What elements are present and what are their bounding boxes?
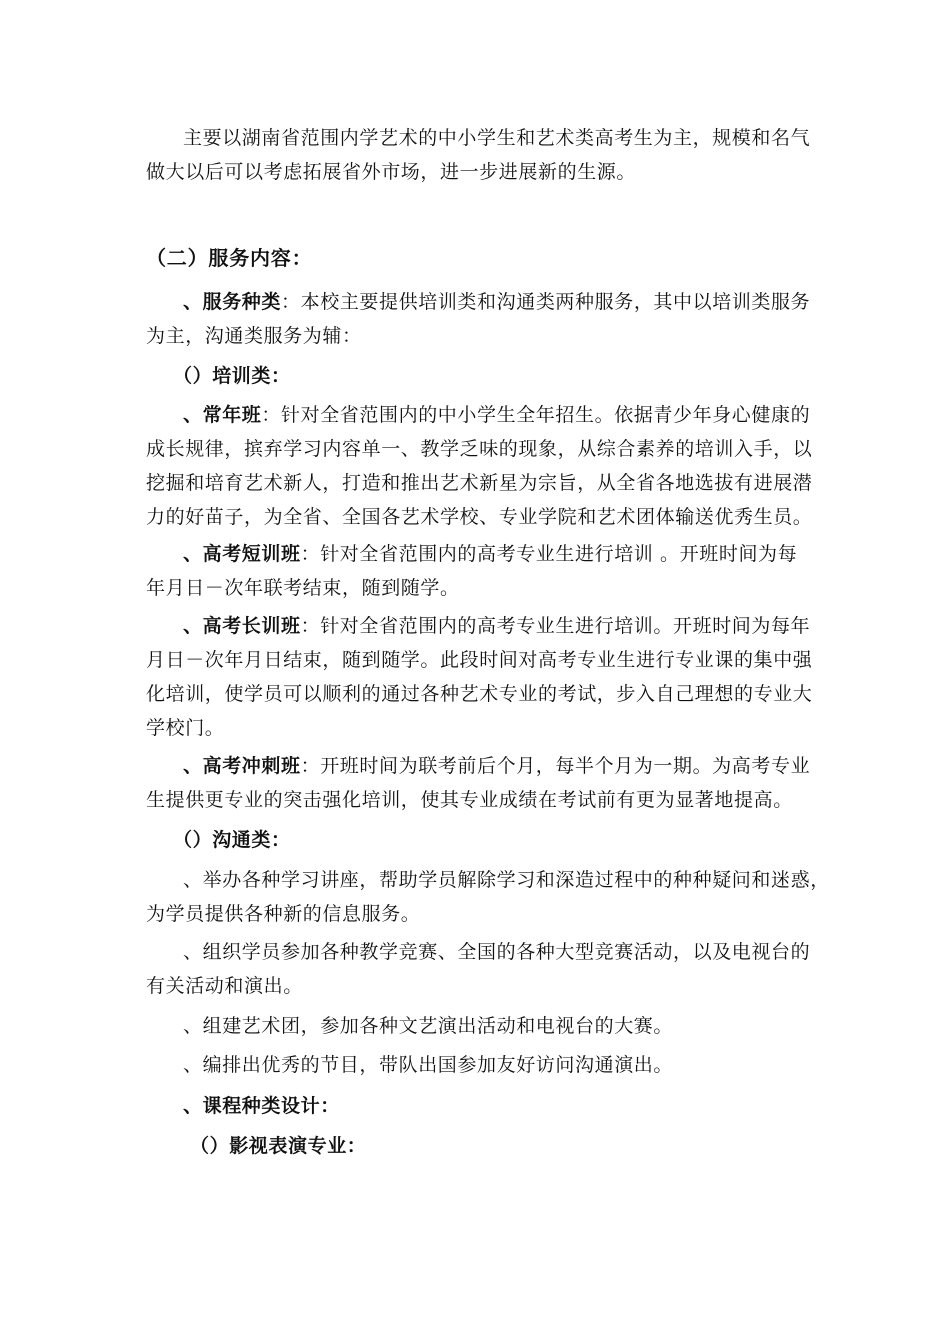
service-types-text: ：本校主要提供培训类和沟通类两种服务，其中以培训类服务 [281,291,811,313]
long-label: 、高考长训班 [183,615,301,637]
sprint-line-2: 生提供更专业的突击强化培训，使其专业成绩在考试前有更为显著地提高。 [146,789,793,811]
long-line-3: 化培训，使学员可以顺利的通过各种艺术专业的考试，步入自己理想的专业大 [146,683,813,705]
short-line-1 [183,542,797,566]
course-design-heading [183,1094,340,1118]
short-label: 、高考短训班 [183,543,301,565]
course-design-heading-text: 、课程种类设计： [183,1095,340,1117]
regular-line-1 [183,403,810,427]
course-design-subheading-text: （）影视表演专业： [190,1135,367,1157]
training-heading [173,364,291,388]
comm-item-1-line-2: 为学员提供各种新的信息服务。 [146,903,421,925]
training-heading-text: （）培训类： [173,365,291,387]
communication-heading-text: （）沟通类： [173,829,291,851]
long-text: ：针对全省范围内的高考专业生进行培训。开班时间为每年 [300,615,811,637]
regular-line-2: 成长规律，摈弃学习内容单一、教学乏味的现象，从综合素养的培训入手，以 [146,438,813,460]
service-types-line-1 [183,290,810,314]
long-line-4: 学校门。 [146,717,225,739]
communication-heading [173,828,291,852]
comm-item-2-line-2: 有关活动和演出。 [146,975,303,997]
section-title: （二）服务内容： [146,246,313,270]
sprint-label: 、高考冲刺班 [183,755,301,777]
intro-line-1: 主要以湖南省范围内学艺术的中小学生和艺术类高考生为主，规模和名气 [183,127,811,149]
short-text: ：针对全省范围内的高考专业生进行培训 。开班时间为每 [300,543,798,565]
comm-item-3: 、组建艺术团，参加各种文艺演出活动和电视台的大赛。 [183,1015,674,1037]
regular-text: ：针对全省范围内的中小学生全年招生。依据青少年身心健康的 [261,404,811,426]
comm-item-1-line-1: 、举办各种学习讲座，帮助学员解除学习和深造过程中的种种疑问和迷惑， [183,869,830,891]
sprint-text: ：开班时间为联考前后个月，每半个月为一期。为高考专业 [300,755,811,777]
service-types-label: 、服务种类 [183,291,282,313]
comm-item-2-line-1: 、组织学员参加各种教学竞赛、全国的各种大型竞赛活动，以及电视台的 [183,941,811,963]
comm-item-4: 、编排出优秀的节目，带队出国参加友好访问沟通演出。 [183,1054,674,1076]
short-line-2: 年月日－次年联考结束，随到随学。 [146,577,460,599]
course-design-subheading [190,1134,366,1158]
intro-line-2: 做大以后可以考虑拓展省外市场，进一步进展新的生源。 [146,161,637,183]
service-types-line-2: 为主，沟通类服务为辅： [146,325,362,347]
regular-label: 、常年班 [183,404,262,426]
regular-line-3: 挖掘和培育艺术新人，打造和推出艺术新星为宗旨，从全省各地选拔有进展潜 [146,472,813,494]
regular-line-4: 力的好苗子，为全省、全国各艺术学校、专业学院和艺术团体输送优秀生员。 [146,506,813,528]
long-line-1 [183,614,810,638]
sprint-line-1 [183,754,810,778]
long-line-2: 月日－次年月日结束，随到随学。此段时间对高考专业生进行专业课的集中强 [146,649,813,671]
